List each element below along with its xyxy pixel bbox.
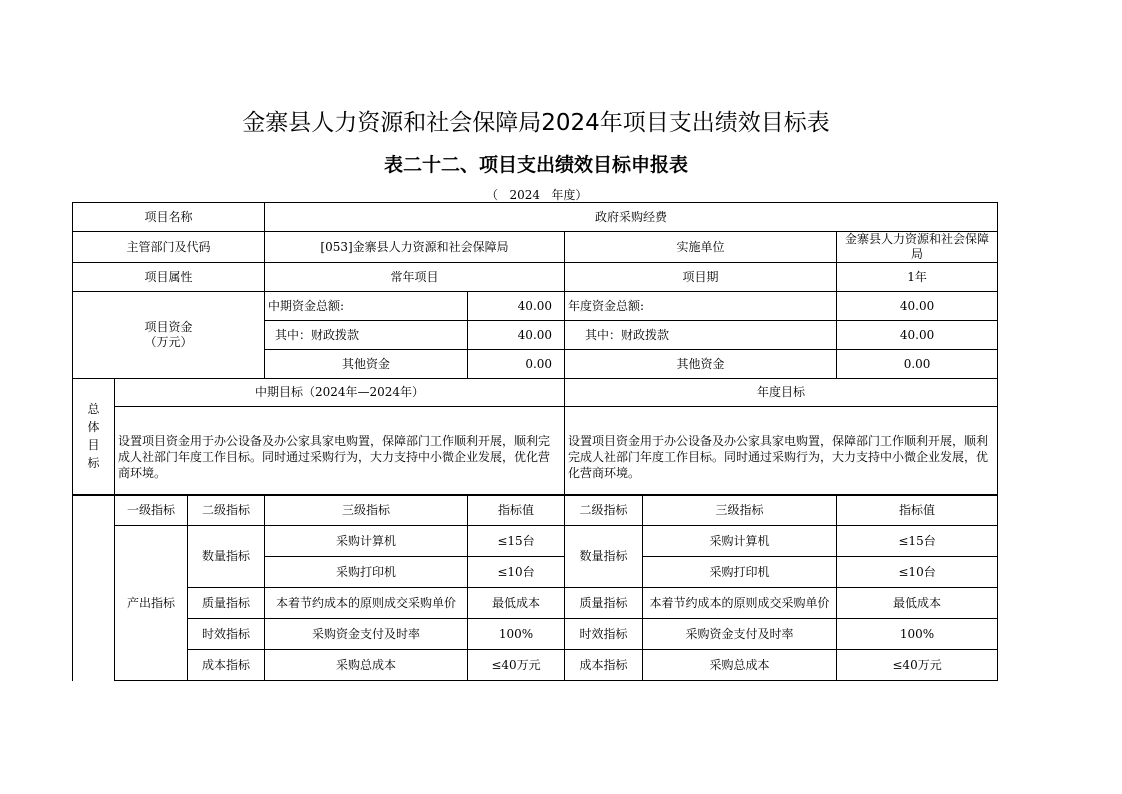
year-goal-text: 设置项目资金用于办公设备及办公家具家电购置，保障部门工作顺利开展，顺利完成人社部门年度工作目标。同时通过采购行为，大力支持中小微企业发展，优化营商环境。 [565, 407, 998, 495]
timeliness-indicator-label: 时效指标 [188, 619, 265, 650]
funds-label [73, 292, 265, 379]
mid-goal-text: 设置项目资金用于办公设备及办公家具家电购置，保障部门工作顺利开展，顺利完成人社部门年度工作目标。同时通过采购行为，大力支持中小微企业发展，优化营商环境。 [115, 407, 565, 495]
year-line: （ 2024 年度） [486, 188, 588, 202]
output-indicator-label: 产出指标 [115, 526, 188, 681]
year-indicator-name: 采购打印机 [643, 557, 837, 588]
mid-indicator-value: ≤40万元 [468, 650, 565, 681]
cost-indicator-label-right: 成本指标 [565, 650, 643, 681]
mid-indicator-value: ≤15台 [468, 526, 565, 557]
project-name-label: 项目名称 [73, 203, 265, 232]
year-indicator-name: 采购总成本 [643, 650, 837, 681]
project-period-value: 1年 [837, 263, 998, 292]
mid-fiscal-value: 40.00 [468, 321, 565, 350]
year-goal-header: 年度目标 [565, 379, 998, 407]
performance-target-table [72, 202, 998, 681]
header-level2-right: 二级指标 [565, 495, 643, 526]
project-attr-label: 项目属性 [73, 263, 265, 292]
mid-goal-header: 中期目标（2024年—2024年） [115, 379, 565, 407]
overall-goal-char: 体 [87, 420, 100, 435]
year-fiscal-value: 40.00 [837, 321, 998, 350]
mid-indicator-name: 采购计算机 [265, 526, 468, 557]
mid-total-value: 40.00 [468, 292, 565, 321]
mid-indicator-value: 最低成本 [468, 588, 565, 619]
funds-label-line2: （万元） [144, 335, 193, 349]
quantity-indicator-label-right: 数量指标 [565, 526, 643, 588]
timeliness-indicator-label-right: 时效指标 [565, 619, 643, 650]
mid-indicator-name: 采购总成本 [265, 650, 468, 681]
dept-label: 主管部门及代码 [73, 232, 265, 263]
project-period-label: 项目期 [565, 263, 837, 292]
page-title: 金寨县人力资源和社会保障局2024年项目支出绩效目标表 [242, 110, 830, 136]
year-fiscal-label: 其中：财政拨款 [565, 321, 837, 350]
overall-goal-char: 目 [87, 438, 100, 453]
impl-unit-label: 实施单位 [565, 232, 837, 263]
page-subtitle: 表二十二、项目支出绩效目标申报表 [383, 154, 688, 176]
quality-indicator-label-right: 质量指标 [565, 588, 643, 619]
year-other-label: 其他资金 [565, 350, 837, 379]
impl-unit-value: 金寨县人力资源和社会保障局 [837, 232, 998, 263]
mid-other-value: 0.00 [468, 350, 565, 379]
header-level2: 二级指标 [188, 495, 265, 526]
overall-goal-char: 标 [87, 456, 100, 471]
mid-indicator-name: 采购资金支付及时率 [265, 619, 468, 650]
year-other-value: 0.00 [837, 350, 998, 379]
mid-indicator-value: ≤10台 [468, 557, 565, 588]
quantity-indicator-label: 数量指标 [188, 526, 265, 588]
year-indicator-name: 采购计算机 [643, 526, 837, 557]
overall-goal-char: 总 [87, 402, 100, 417]
year-total-label: 年度资金总额: [565, 292, 837, 321]
year-indicator-value: ≤40万元 [837, 650, 998, 681]
mid-other-label: 其他资金 [265, 350, 468, 379]
dept-value: [053]金寨县人力资源和社会保障局 [265, 232, 565, 263]
year-indicator-value: 最低成本 [837, 588, 998, 619]
mid-total-label: 中期资金总额: [265, 292, 468, 321]
header-value-right: 指标值 [837, 495, 998, 526]
year-indicator-name: 本着节约成本的原则成交采购单价 [643, 588, 837, 619]
overall-goal-label [73, 379, 115, 495]
mid-indicator-value: 100% [468, 619, 565, 650]
year-indicator-value: ≤10台 [837, 557, 998, 588]
funds-label-line1: 项目资金 [144, 320, 193, 334]
mid-fiscal-label: 其中：财政拨款 [265, 321, 468, 350]
cost-indicator-label: 成本指标 [188, 650, 265, 681]
header-level3: 三级指标 [265, 495, 468, 526]
mid-indicator-name: 采购打印机 [265, 557, 468, 588]
year-indicator-value: 100% [837, 619, 998, 650]
indicator-side-cell [73, 495, 115, 681]
quality-indicator-label: 质量指标 [188, 588, 265, 619]
mid-indicator-name: 本着节约成本的原则成交采购单价 [265, 588, 468, 619]
header-value: 指标值 [468, 495, 565, 526]
year-indicator-value: ≤15台 [837, 526, 998, 557]
year-indicator-name: 采购资金支付及时率 [643, 619, 837, 650]
header-level3-right: 三级指标 [643, 495, 837, 526]
project-attr-value: 常年项目 [265, 263, 565, 292]
project-name-value: 政府采购经费 [265, 203, 998, 232]
year-total-value: 40.00 [837, 292, 998, 321]
header-level1: 一级指标 [115, 495, 188, 526]
